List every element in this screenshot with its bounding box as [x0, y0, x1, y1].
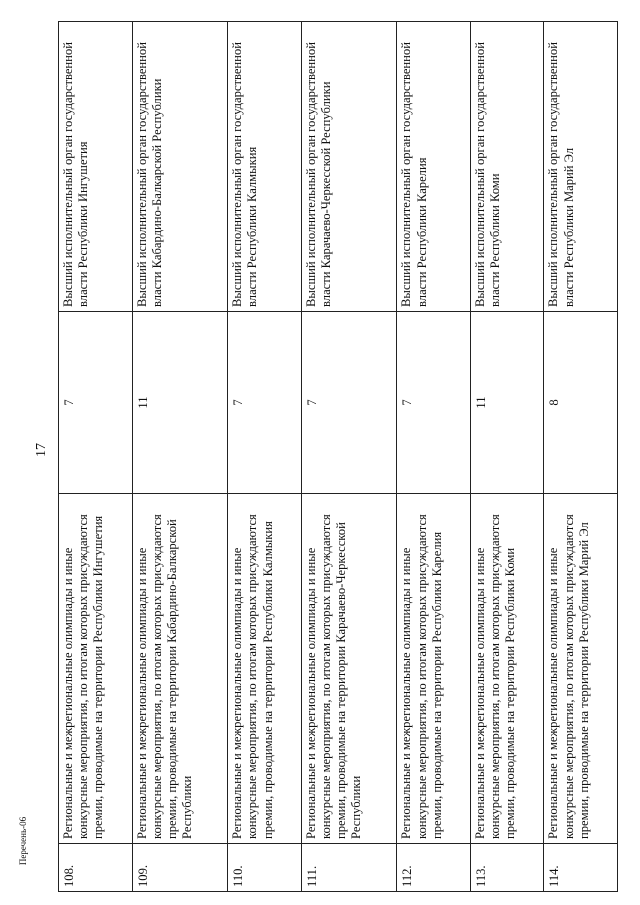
event-name: Региональные и межрегиональные олимпиады и иные конкурсные мероприятия, по итогам которых присуждаются премии, проводимые на территории Республики Ингушетия: [59, 494, 133, 844]
table-row: [132, 22, 228, 892]
row-number: 108.: [59, 844, 133, 892]
rotated-table-container: [58, 22, 618, 892]
responsible-organ: Высший исполнительный орган государственной власти Республики Коми: [470, 22, 544, 312]
event-name: Региональные и межрегиональные олимпиады и иные конкурсные мероприятия, по итогам которых присуждаются премии, проводимые на территории Кабардино-Балкарской Республики: [132, 494, 228, 844]
table-row: [228, 22, 302, 892]
row-number: 113.: [470, 844, 544, 892]
responsible-organ: Высший исполнительный орган государственной власти Карачаево-Черкесской Республики: [301, 22, 397, 312]
event-count: 11: [470, 312, 544, 494]
row-number: 110.: [228, 844, 302, 892]
event-count: 7: [228, 312, 302, 494]
row-number: 111.: [301, 844, 397, 892]
event-count: 7: [301, 312, 397, 494]
event-name: Региональные и межрегиональные олимпиады и иные конкурсные мероприятия, по итогам которых присуждаются премии, проводимые на территории Карачаево-Черкесской Республики: [301, 494, 397, 844]
row-number: 109.: [132, 844, 228, 892]
responsible-organ: Высший исполнительный орган государственной власти Кабардино-Балкарской Республики: [132, 22, 228, 312]
event-count: 11: [132, 312, 228, 494]
event-count: 7: [59, 312, 133, 494]
responsible-organ: Высший исполнительный орган государственной власти Республики Марий Эл: [544, 22, 618, 312]
table-row: [397, 22, 471, 892]
row-number: 112.: [397, 844, 471, 892]
event-count: 8: [544, 312, 618, 494]
table-row: [59, 22, 133, 892]
responsible-organ: Высший исполнительный орган государственной власти Республики Ингушетия: [59, 22, 133, 312]
event-name: Региональные и межрегиональные олимпиады и иные конкурсные мероприятия, по итогам которых присуждаются премии, проводимые на территории Республики Карелия: [397, 494, 471, 844]
event-name: Региональные и межрегиональные олимпиады и иные конкурсные мероприятия, по итогам которых присуждаются премии, проводимые на территории Республики Калмыкия: [228, 494, 302, 844]
event-name: Региональные и межрегиональные олимпиады и иные конкурсные мероприятия, по итогам которых присуждаются премии, проводимые на территории Республики Коми: [470, 494, 544, 844]
event-name: Региональные и межрегиональные олимпиады и иные конкурсные мероприятия, по итогам которых присуждаются премии, проводимые на территории Республики Марий Эл: [544, 494, 618, 844]
table-row: [470, 22, 544, 892]
responsible-organ: Высший исполнительный орган государственной власти Республики Карелия: [397, 22, 471, 312]
event-count: 7: [397, 312, 471, 494]
footer-note: Перечень-06: [18, 816, 28, 866]
table-row: [301, 22, 397, 892]
olympiad-list-table: [58, 21, 618, 892]
page-number: 17: [34, 443, 49, 457]
responsible-organ: Высший исполнительный орган государственной власти Республики Калмыкия: [228, 22, 302, 312]
row-number: 114.: [544, 844, 618, 892]
table-row: [544, 22, 618, 892]
